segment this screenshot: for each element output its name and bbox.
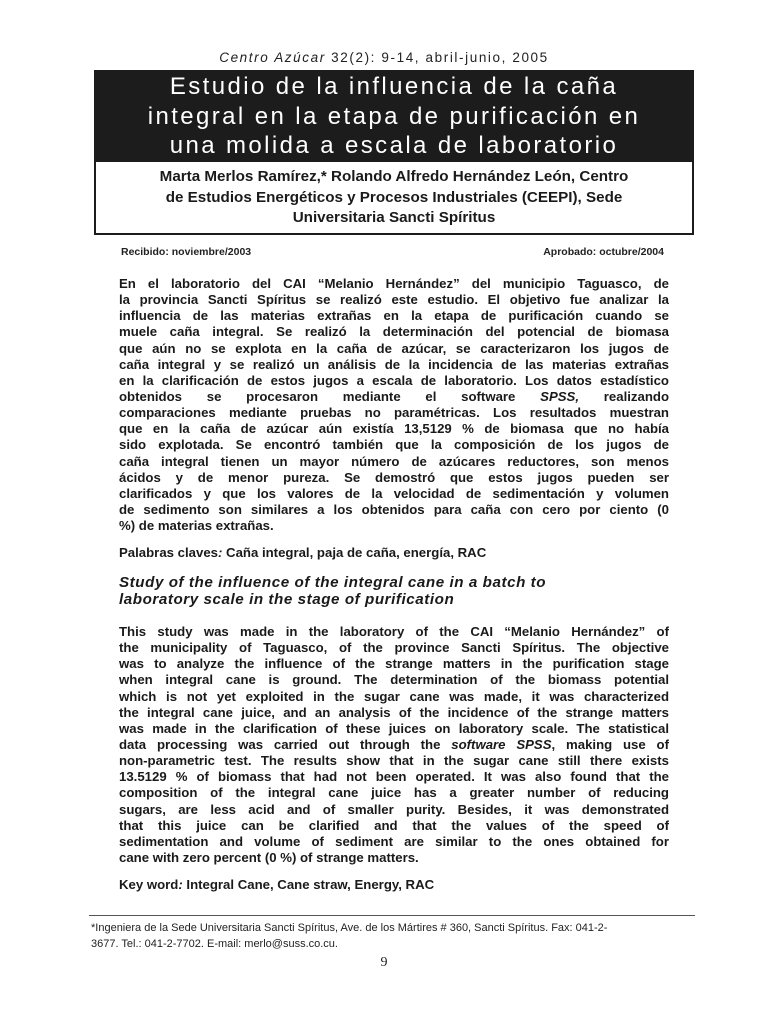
abstract-line: that this juice can be clarified and that the values of the speed of [119, 817, 669, 833]
resumen-line: que aún no se explota en la caña de azúcar, se caracterizaron los jugos de [119, 340, 669, 356]
journal-citation [0, 50, 768, 65]
resumen-line: sido explotada. Se encontró también que la composición de los jugos de [119, 437, 669, 453]
resumen-text: realizando [603, 388, 669, 404]
footnote-line: 3677. Tel.: 041-2-7702. E-mail: merlo@suss.co.cu. [91, 938, 338, 950]
resumen-text: obtenidos se procesaron mediante el software [119, 388, 516, 404]
keywords-text: Integral Cane, Cane straw, Energy, RAC [182, 877, 435, 892]
abstract-line: composition of the integral cane juice has a greater number of reducing [119, 785, 669, 801]
title-line: Estudio de la influencia de la caña [169, 73, 619, 100]
abstract-paragraph [119, 624, 669, 866]
software-name: SPSS, [540, 388, 580, 404]
resumen-line: clarificados y que los valores de la velocidad de sedimentación y volumen [119, 485, 669, 501]
title-line: una molida a escala de laboratorio [169, 132, 619, 159]
footnote-divider [89, 915, 695, 916]
software-name: software SPSS [451, 736, 552, 752]
english-title-line: laboratory scale in the stage of purification [119, 591, 455, 608]
journal-name: Centro Azúcar [219, 50, 326, 65]
author-line: de Estudios Energéticos y Procesos Industriales (CEEPI), Sede [165, 188, 623, 206]
abstract-line: when integral cane is ground. The determination of the biomass potential [119, 672, 669, 688]
keywords-colon: : [178, 877, 183, 892]
title-banner [94, 70, 694, 162]
abstract-line: which is not yet exploited in the sugar cane was made, it was characterized [119, 688, 669, 704]
abstract-line: sedimentation and volume of sediment are similar to the ones obtained for [119, 833, 669, 849]
resumen-line: %) de materias extrañas. [119, 518, 274, 534]
received-date: Recibido: noviembre/2003 [121, 246, 252, 258]
footnote [91, 920, 697, 952]
title-line: integral en la etapa de purificación en [147, 102, 641, 130]
page-number: 9 [380, 955, 388, 970]
author-affiliation-box [94, 162, 694, 235]
resumen-line: caña integral tienen un mayor número de azúcares reductores, son menos [119, 453, 669, 469]
abstract-line: 13.5129 % of biomass that had not been operated. It was also found that the [119, 769, 669, 785]
abstract-line: the integral cane juice, and an analysis of the incidence of the strange matters [119, 704, 669, 720]
resumen-line: influencia de las materias extrañas en la etapa de purificación cuando se [119, 308, 669, 324]
abstract-line: non-parametric test. The results show that in the sugar cane still there exists [119, 753, 669, 769]
abstract-line: This study was made in the laboratory of the CAI “Melanio Hernández” of [119, 624, 669, 639]
resumen-line: comparaciones mediante pruebas no paramétricas. Los resultados muestran [119, 405, 669, 421]
abstract-line: sugars, are less acid and of smaller purity. Besides, it was demonstrated [119, 801, 669, 817]
approved-date: Aprobado: octubre/2004 [543, 246, 664, 258]
resumen-line: en la clarificación de estos jugos a escala de laboratorio. Los datos estadístico [119, 372, 669, 388]
journal-issue: 32(2): 9-14, abril-junio, 2005 [325, 50, 549, 65]
abstract-text: , making use of [551, 736, 669, 752]
abstract-line: was made in the clarification of these juices on laboratory scale. The statistical [119, 720, 669, 736]
keywords-label: Key word [119, 877, 179, 892]
abstract-line [119, 737, 669, 753]
resumen-line: caña integral y se realizó un análisis de la incidencia de las materias extrañas [119, 356, 669, 372]
english-title-line: Study of the influence of the integral cane in a batch to [119, 574, 547, 591]
keywords-es [119, 545, 669, 560]
abstract-text: data processing was carried out through the [119, 736, 441, 752]
abstract-line: the municipality of Taguasco, of the province Sancti Spíritus. The objective [119, 640, 669, 656]
footnote-line: *Ingeniera de la Sede Universitaria Sancti Spíritus, Ave. de los Mártires # 360, Sancti Spíritus. Fax: 041-2- [91, 922, 608, 934]
resumen-line: la provincia Sancti Spíritus se realizó este estudio. El objetivo fue analizar la [119, 292, 669, 308]
resumen-line: En el laboratorio del CAI “Melanio Hernández” del municipio Taguasco, de [119, 276, 669, 291]
abstract-line: cane with zero percent (0 %) of strange matters. [119, 849, 419, 865]
resumen-line: que en la caña de azúcar aún existía 13,5129 % de biomasa que no había [119, 421, 669, 437]
abstract-line: was to analyze the influence of the strange matters in the purification stage [119, 656, 669, 672]
author-line: Universitaria Sancti Spíritus [292, 209, 496, 226]
resumen-line: muele caña integral. Se realizó la determinación del potencial de biomasa [119, 324, 669, 340]
keywords-colon: : [217, 545, 223, 560]
keywords-text: Caña integral, paja de caña, energía, RAC [222, 545, 487, 560]
resumen-line: de sedimento son similares a los obtenidos para caña con cero por ciento (0 [119, 501, 669, 517]
keywords-label: Palabras claves [119, 545, 218, 560]
author-line: Marta Merlos Ramírez,* Rolando Alfredo Hernández León, Centro [159, 168, 629, 185]
english-title [119, 574, 669, 608]
resumen-line: ácidos y de menor pureza. Se demostró que estos jugos pueden ser [119, 469, 669, 485]
keywords-en [119, 877, 669, 892]
resumen-line [119, 389, 669, 405]
resumen-paragraph [119, 276, 669, 534]
